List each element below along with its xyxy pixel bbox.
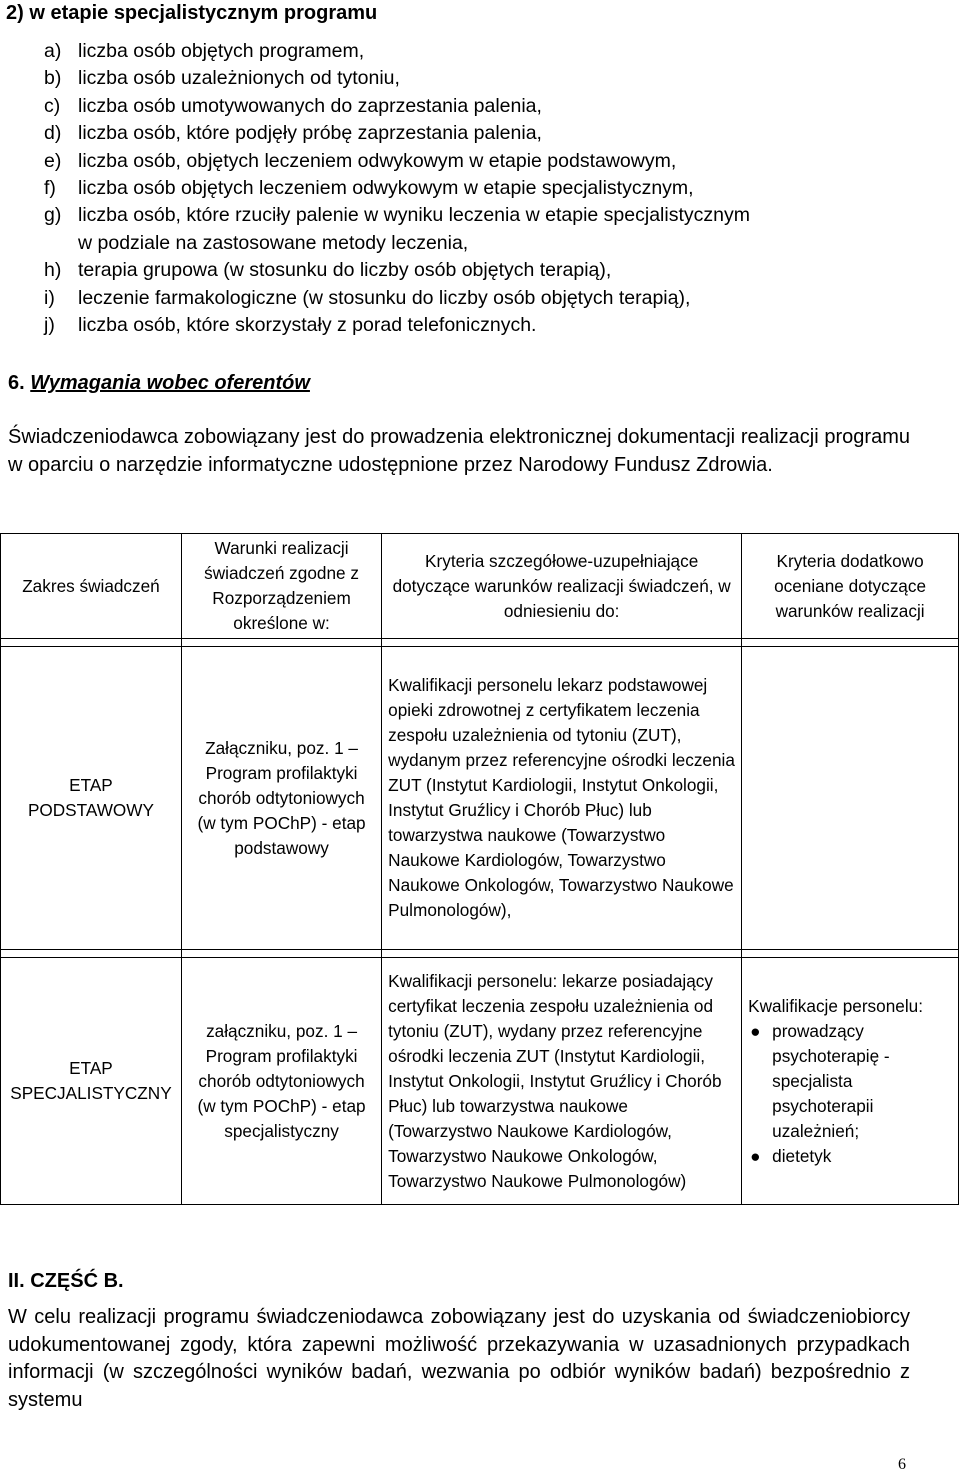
list-letter: f) [44, 177, 56, 200]
list-text: leczenie farmakologiczne (w stosunku do liczby osób objętych terapią), [78, 286, 691, 309]
page-number: 6 [898, 1456, 906, 1473]
list-letter: g) [44, 204, 62, 227]
list-letter: d) [44, 122, 62, 145]
header-criteria: Kryteria szczegółowe-uzupełniające dotyczące warunków realizacji świadczeń, w odniesieniu do: [382, 534, 742, 639]
scope-cell: ETAP SPECJALISTYCZNY [1, 958, 182, 1205]
additional-intro: Kwalifikacje personelu: [748, 995, 923, 1016]
list-item [44, 38, 944, 65]
list-item [748, 1019, 952, 1144]
list-text: liczba osób, objętych leczeniem odwykowym w etapie podstawowym, [78, 149, 677, 172]
additional-cell [742, 647, 959, 950]
list-text: liczba osób, które rzuciły palenie w wyniku leczenia w etapie specjalistycznym [78, 204, 750, 227]
scope-cell: ETAP PODSTAWOWY [1, 647, 182, 950]
list-letter: i) [44, 286, 55, 309]
indicator-list [44, 38, 944, 339]
list-text: terapia grupowa (w stosunku do liczby osób objętych terapią), [78, 259, 612, 282]
list-text-continued: w podziale na zastosowane metody leczenia, [78, 231, 469, 254]
list-text: liczba osób objętych programem, [78, 40, 365, 62]
list-letter: e) [44, 149, 62, 172]
list-letter: a) [44, 40, 62, 62]
section-number: 6. [8, 372, 25, 394]
consent-paragraph: W celu realizacji programu świadczeniodawca zobowiązany jest do uzyskania od świadczeniobiorcy udokumentowanej zgody, która zapewni możliwość przekazywania w uzasadnionych przypadkach informacji (w szczególności wyników badań, wezwania po odbiór wyników badań) bezpośrednio z systemu [8, 1306, 910, 1411]
list-text: liczba osób uzależnionych od tytoniu, [78, 67, 400, 90]
section-heading: 2) w etapie specjalistycznym programu [6, 2, 378, 24]
list-item [44, 312, 944, 339]
list-item [748, 1144, 952, 1169]
list-letter: h) [44, 259, 62, 282]
list-letter: c) [44, 94, 61, 117]
list-text: liczba osób, które skorzystały z porad telefonicznych. [78, 314, 537, 337]
list-text: liczba osób objętych leczeniem odwykowym w etapie specjalistycznym, [78, 177, 694, 200]
additional-cell [742, 958, 959, 1205]
list-item [44, 257, 944, 284]
table-row [1, 958, 959, 1205]
table-row [1, 647, 959, 950]
header-conditions: Warunki realizacji świadczeń zgodne z Rozporządzeniem określone w: [181, 534, 381, 639]
criteria-cell: Kwalifikacji personelu lekarz podstawowej opieki zdrowotnej z certyfikatem leczenia zespołu uzależnienia od tytoniu (ZUT), wydanym przez referencyjne ośrodki leczenia ZUT (Instytut Kardiologii, Instytut Onkologii, Instytut Gruźlicy i Chorób Płuc) lub towarzystwa naukowe (Towarzystwo Naukowe Kardiologów, Towarzystwo Naukowe Onkologów, Towarzystwo Naukowe Pulmonologów), [382, 647, 742, 950]
list-item [44, 175, 944, 202]
list-letter: j) [44, 314, 55, 337]
requirements-table [0, 533, 959, 1205]
list-item [44, 120, 944, 147]
list-text: liczba osób, które podjęły próbę zaprzestania palenia, [78, 122, 542, 145]
table-spacer [1, 950, 959, 958]
bullet-icon: ● [750, 1145, 761, 1166]
criteria-cell: Kwalifikacji personelu: lekarze posiadający certyfikat leczenia zespołu uzależnienia od tytoniu (ZUT), wydany przez referencyjne ośrodki leczenia ZUT (Instytut Kardiologii, Instytut Onkologii, Instytut Gruźlicy i Chorób Płuc) lub towarzystwa naukowe (Towarzystwo Naukowe Kardiologów, Towarzystwo Naukowe Onkologów, Towarzystwo Naukowe Pulmonologów) [382, 958, 742, 1205]
section-6-heading [8, 370, 310, 396]
list-item [44, 93, 944, 120]
list-letter: b) [44, 67, 62, 90]
personnel-text: dietetyk [772, 1145, 832, 1166]
section-title: Wymagania wobec oferentów [30, 372, 310, 394]
requirements-paragraph: Świadczeniodawca zobowiązany jest do prowadzenia elektronicznej dokumentacji realizacji programu w oparciu o narzędzie informatyczne udostępnione przez Narodowy Fundusz Zdrowia. [8, 426, 910, 476]
table-spacer [1, 639, 959, 647]
header-additional: Kryteria dodatkowo oceniane dotyczące warunków realizacji [742, 534, 959, 639]
table-header-row [1, 534, 959, 639]
header-scope: Zakres świadczeń [1, 534, 182, 639]
personnel-text: prowadzący psychoterapię - specjalista psychoterapii uzależnień; [772, 1020, 890, 1141]
list-item [44, 285, 944, 312]
list-text: liczba osób umotywowanych do zaprzestania palenia, [78, 94, 542, 117]
bullet-icon: ● [750, 1020, 761, 1041]
conditions-cell: Załączniku, poz. 1 – Program profilaktyki chorób odtytoniowych (w tym POChP) - etap podstawowy [181, 647, 381, 950]
conditions-cell: załączniku, poz. 1 – Program profilaktyki chorób odtytoniowych (w tym POChP) - etap specjalistyczny [181, 958, 381, 1205]
part-heading: II. CZĘŚĆ B. [8, 1270, 124, 1292]
personnel-list [748, 1019, 952, 1169]
list-item [44, 65, 944, 92]
list-item [44, 148, 944, 175]
list-item [44, 202, 944, 257]
